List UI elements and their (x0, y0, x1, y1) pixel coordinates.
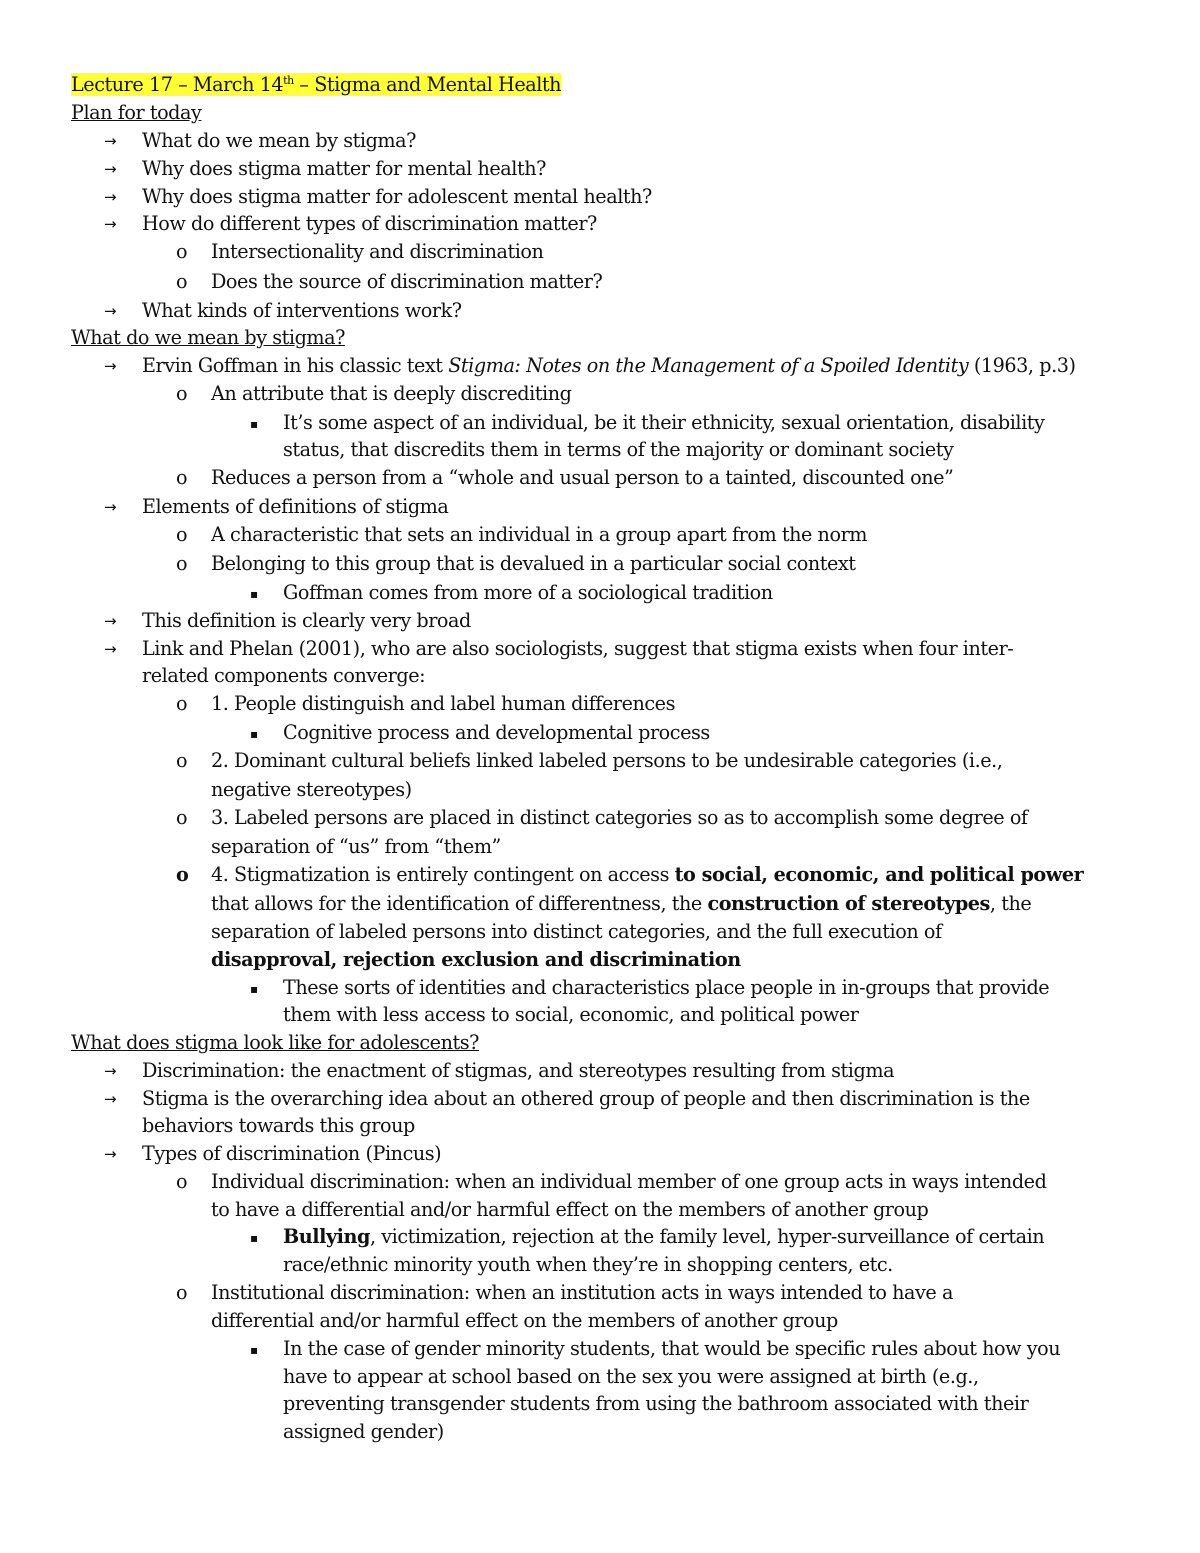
list-item: Why does stigma matter for mental health? (142, 157, 546, 180)
list-item-cont: that allows for the identification of differentness, the construction of stereotypes, the (211, 892, 1032, 915)
circle-bullet-icon: o (176, 1170, 188, 1193)
list-item: These sorts of identities and characteristics place people in in-groups that provide (283, 976, 1050, 999)
list-item-cont: separation of “us” from “them” (211, 835, 501, 858)
list-item-cont: status, that discredits them in terms of the majority or dominant society (283, 438, 954, 461)
list-item-cont: preventing transgender students from using the bathroom associated with their (283, 1392, 1029, 1415)
arrow-icon: → (104, 132, 117, 150)
list-item-cont: behaviors towards this group (142, 1114, 415, 1137)
circle-bullet-icon: o (176, 466, 188, 489)
section-heading: What do we mean by stigma? (71, 326, 346, 349)
list-item-cont: differential and/or harmful effect on the members of another group (211, 1309, 838, 1332)
list-item: Link and Phelan (2001), who are also sociologists, suggest that stigma exists when four inter- (142, 637, 1014, 660)
circle-bullet-icon: o (176, 692, 188, 715)
list-item: Why does stigma matter for adolescent mental health? (142, 185, 652, 208)
list-item: Individual discrimination: when an individual member of one group acts in ways intended (211, 1170, 1047, 1193)
list-item-cont: related components converge: (142, 664, 426, 687)
square-bullet-icon: ▪ (250, 1231, 258, 1245)
circle-bullet-icon: o (176, 806, 188, 829)
circle-bullet-icon: o (176, 1281, 188, 1304)
circle-bullet-icon: o (176, 863, 189, 886)
list-item: Belonging to this group that is devalued in a particular social context (211, 552, 856, 575)
list-item-cont: have to appear at school based on the sex you were assigned at birth (e.g., (283, 1365, 979, 1388)
list-item: What do we mean by stigma? (142, 129, 417, 152)
circle-bullet-icon: o (176, 523, 188, 546)
circle-bullet-icon: o (176, 552, 188, 575)
list-item: Types of discrimination (Pincus) (142, 1142, 442, 1165)
list-item: What kinds of interventions work? (142, 299, 462, 322)
list-item: Cognitive process and developmental process (283, 721, 710, 744)
list-item-cont: negative stereotypes) (211, 778, 412, 801)
list-item: Does the source of discrimination matter? (211, 270, 603, 293)
list-item: Ervin Goffman in his classic text Stigma: Notes on the Management of a Spoiled Identity (1963, p.3) (142, 354, 1076, 377)
arrow-icon: → (104, 1145, 117, 1163)
lecture-title (71, 71, 561, 99)
arrow-icon: → (104, 357, 117, 375)
list-item-cont: to have a differential and/or harmful effect on the members of another group (211, 1198, 929, 1221)
list-item: An attribute that is deeply discrediting (211, 382, 572, 405)
square-bullet-icon: ▪ (250, 982, 258, 996)
square-bullet-icon: ▪ (250, 1343, 258, 1357)
list-item-cont: disapproval, rejection exclusion and discrimination (211, 948, 741, 971)
section-heading: What does stigma look like for adolescents? (71, 1031, 479, 1054)
list-item-cont: assigned gender) (283, 1420, 444, 1443)
list-item: This definition is clearly very broad (142, 609, 471, 632)
list-item: A characteristic that sets an individual in a group apart from the norm (211, 523, 868, 546)
list-item: Bullying, victimization, rejection at the family level, hyper-surveillance of certain (283, 1225, 1045, 1248)
arrow-icon: → (104, 160, 117, 178)
list-item: 3. Labeled persons are placed in distinct categories so as to accomplish some degree of (211, 806, 1028, 829)
arrow-icon: → (104, 215, 117, 233)
list-item: Goffman comes from more of a sociological tradition (283, 581, 773, 604)
list-item: Reduces a person from a “whole and usual person to a tainted, discounted one” (211, 466, 954, 489)
arrow-icon: → (104, 498, 117, 516)
title-highlight: Lecture 17 – March 14th – Stigma and Mental Health (71, 73, 562, 96)
list-item: 1. People distinguish and label human differences (211, 692, 675, 715)
plan-heading: Plan for today (71, 101, 202, 124)
list-item: Stigma is the overarching idea about an othered group of people and then discrimination is the (142, 1087, 1030, 1110)
list-item-cont: them with less access to social, economic, and political power (283, 1003, 859, 1026)
circle-bullet-icon: o (176, 240, 188, 263)
arrow-icon: → (104, 1062, 117, 1080)
list-item: Institutional discrimination: when an institution acts in ways intended to have a (211, 1281, 953, 1304)
square-bullet-icon: ▪ (250, 587, 258, 601)
square-bullet-icon: ▪ (250, 417, 258, 431)
circle-bullet-icon: o (176, 749, 188, 772)
list-item: Elements of definitions of stigma (142, 495, 449, 518)
list-item: Discrimination: the enactment of stigmas, and stereotypes resulting from stigma (142, 1059, 895, 1082)
list-item-cont: separation of labeled persons into distinct categories, and the full execution of (211, 920, 942, 943)
arrow-icon: → (104, 302, 117, 320)
arrow-icon: → (104, 1090, 117, 1108)
list-item-cont: race/ethnic minority youth when they’re in shopping centers, etc. (283, 1253, 893, 1276)
list-item: 4. Stigmatization is entirely contingent on access to social, economic, and political power (211, 863, 1084, 886)
list-item: 2. Dominant cultural beliefs linked labeled persons to be undesirable categories (i.e., (211, 749, 1003, 772)
circle-bullet-icon: o (176, 270, 188, 293)
square-bullet-icon: ▪ (250, 727, 258, 741)
list-item: Intersectionality and discrimination (211, 240, 544, 263)
list-item: In the case of gender minority students, that would be specific rules about how you (283, 1337, 1061, 1360)
arrow-icon: → (104, 640, 117, 658)
circle-bullet-icon: o (176, 382, 188, 405)
arrow-icon: → (104, 188, 117, 206)
arrow-icon: → (104, 612, 117, 630)
list-item: How do different types of discrimination matter? (142, 212, 597, 235)
list-item: It’s some aspect of an individual, be it their ethnicity, sexual orientation, disability (283, 411, 1045, 434)
